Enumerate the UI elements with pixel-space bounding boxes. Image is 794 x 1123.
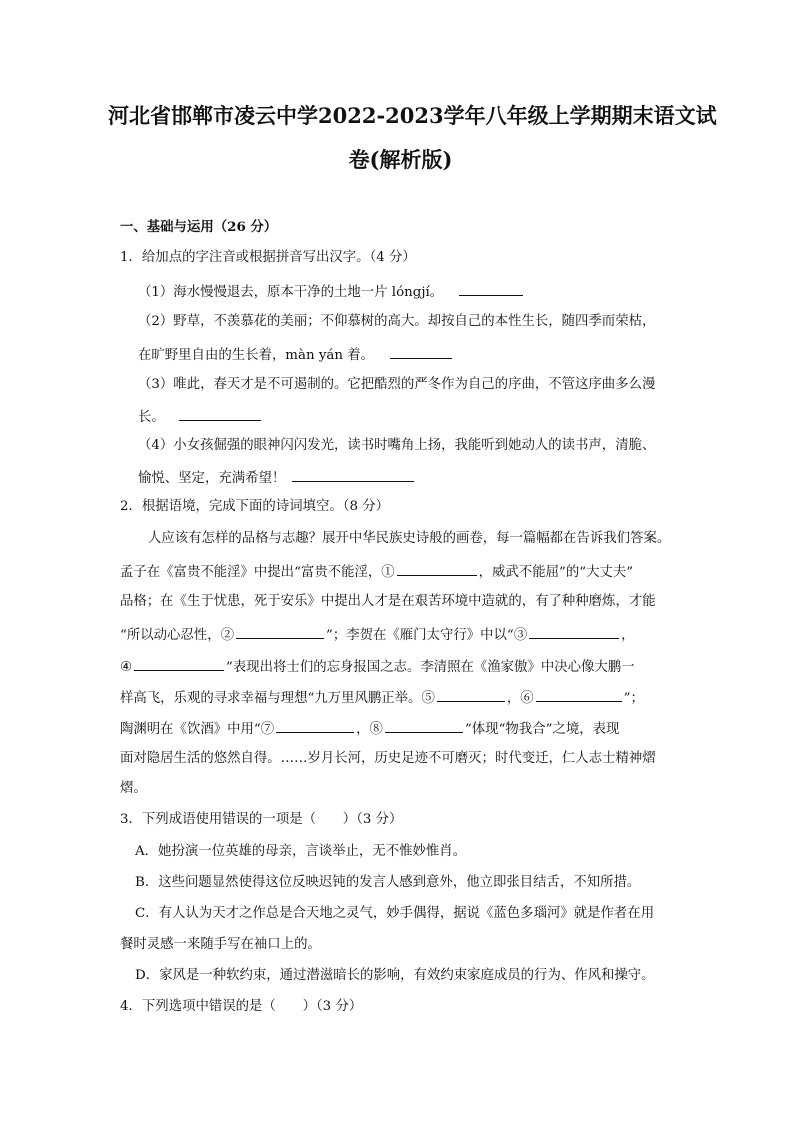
q2-answer-blank-1[interactable] [397, 561, 477, 576]
q1-item-4b [138, 467, 416, 488]
q2-answer-blank-2[interactable] [236, 624, 324, 639]
q2-text: 样高飞，乐观的寻求幸福与理想“九万里风鹏正举。⑤ [120, 691, 435, 706]
q2-text: 陶渊明在《饮酒》中用“⑦ [120, 722, 275, 737]
q2-para-4 [120, 624, 635, 645]
q1-item-1-text: （1）海水慢慢退去，原本干净的土地一片 lóngjí。 [138, 285, 444, 300]
q2-answer-blank-4[interactable] [134, 656, 224, 671]
document-title-line-2: 卷(解析版) [348, 147, 453, 172]
q4-stem: 4．下列选项中错误的是（ ）（3 分） [120, 999, 363, 1014]
q2-answer-blank-6[interactable] [536, 687, 622, 702]
q1-item-3a: （3）唯此，春天才是不可遏制的。它把酷烈的严冬作为自己的序曲，不管这序曲多么漫 [138, 377, 656, 392]
q1-item-2b-text: 在旷野里自由的生长着，màn yán 着。 [138, 348, 375, 363]
q1-item-4a: （4）小女孩倔强的眼神闪闪发光，读书时嘴角上扬，我能听到她动人的读书声，清脆、 [138, 438, 656, 453]
q1-item-2b [138, 344, 454, 365]
q2-stem: 2．根据语境，完成下面的诗词填空。（8 分） [120, 499, 390, 514]
q2-para-3: 品格；在《生于忧患，死于安乐》中提出人才是在艰苦环境中造就的，有了种种磨炼，才能 [120, 594, 656, 609]
q2-answer-blank-5[interactable] [437, 687, 505, 702]
q3-option-c[interactable]: C．有人认为天才之作总是合天地之灵气，妙手偶得，据说《蓝色多瑙河》就是作者在用 [135, 906, 655, 921]
q2-text: ，⑥ [506, 691, 534, 706]
q1-answer-blank-1[interactable] [459, 281, 523, 296]
q2-text: ，威武不能屈”的“大丈夫” [478, 565, 634, 580]
q1-answer-blank-2[interactable] [390, 344, 452, 359]
q2-text: 孟子在《富贵不能淫》中提出“富贵不能淫，① [120, 565, 395, 580]
q1-answer-blank-3[interactable] [179, 406, 261, 421]
q3-option-a[interactable]: A．她扮演一位英雄的母亲，言谈举止，无不惟妙惟肖。 [135, 844, 467, 859]
q2-para-6 [120, 687, 644, 708]
q2-text: “所以动心忍性，② [120, 628, 234, 643]
q1-item-3b [138, 406, 263, 427]
q2-text: ”体现“物我合”之境，表现 [464, 722, 620, 737]
q2-answer-blank-7[interactable] [276, 718, 354, 733]
q2-text: ”； [623, 691, 644, 706]
q3-stem: 3．下列成语使用错误的一项是（ ）（3 分） [120, 812, 403, 827]
q3-option-c-cont: 餐时灵感一来随手写在袖口上的。 [120, 937, 321, 952]
q2-para-1: 人应该有怎样的品格与志趣？展开中华民族史诗般的画卷，每一篇幅都在告诉我们答案。 [148, 531, 671, 546]
q2-text: ，⑧ [356, 722, 383, 737]
q2-text: ， [621, 628, 635, 643]
q1-item-4b-text: 愉悦、坚定，充满希望！ [138, 471, 286, 486]
q1-answer-blank-4[interactable] [292, 467, 414, 482]
q3-option-d[interactable]: D．家风是一种软约束，通过潜滋暗长的影响，有效约束家庭成员的行为、作风和操守。 [135, 968, 655, 983]
q1-item-1 [138, 281, 525, 302]
q2-para-8: 面对隐居生活的悠然自得。……岁月长河，历史足迹不可磨灭；时代变迁，仁人志士精神熠 [120, 751, 656, 766]
q2-para-5 [120, 656, 635, 677]
document-title-line-1: 河北省邯郸市凌云中学2022-2023学年八年级上学期期末语文试 [108, 103, 717, 128]
q2-text: ”；李贺在《雁门太守行》中以“③ [325, 628, 528, 643]
q2-para-7 [120, 718, 619, 739]
q3-option-b[interactable]: B．这些问题显然使得这位反映迟钝的发言人感到意外，他立即张目结舌，不知所措。 [135, 875, 641, 890]
q2-answer-blank-8[interactable] [385, 718, 463, 733]
section-heading: 一、基础与运用（26 分） [120, 219, 278, 235]
q2-answer-blank-3[interactable] [529, 624, 619, 639]
q2-text: ④ [120, 660, 133, 675]
q2-text: ”表现出将士们的忘身报国之志。李清照在《渔家傲》中决心像大鹏一 [226, 660, 635, 675]
q1-item-3b-text: 长。 [138, 410, 165, 425]
q1-stem: 1．给加点的字注音或根据拼音写出汉字。（4 分） [120, 250, 416, 265]
q2-para-2 [120, 561, 633, 582]
q2-para-9: 熠。 [120, 781, 147, 796]
q1-item-2a: （2）野草，不羡慕花的美丽；不仰慕树的高大。却按自己的本性生长，随四季而荣枯， [138, 314, 656, 329]
